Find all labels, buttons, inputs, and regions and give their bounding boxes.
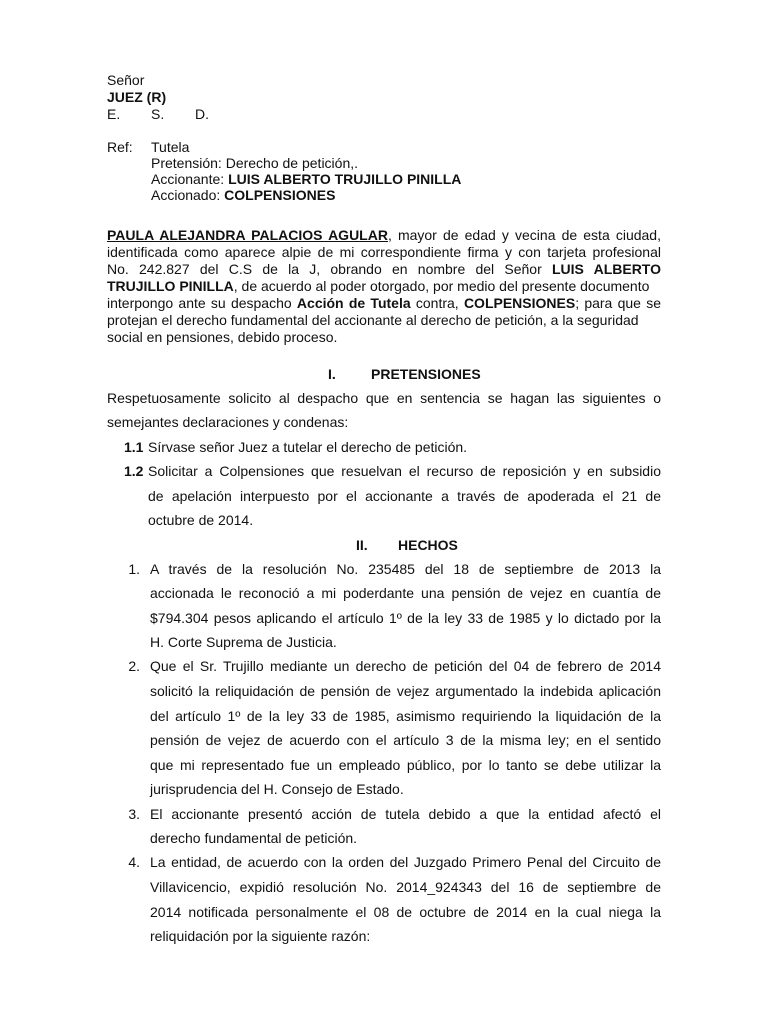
esd-e: E.	[107, 106, 121, 122]
hecho-line: A través de la resolución No. 235485 del 18 de septiembre de 2013 la	[150, 561, 661, 577]
hecho-line: solicitó la reliquidación de pensión de vejez argumentado la indebida aplicación	[150, 683, 661, 699]
pretension-number: 1.2	[124, 463, 144, 479]
hecho-line: que mi representado fue un empleado público, por lo tanto se debe utilizar la	[150, 757, 661, 773]
hecho-line: accionada le reconoció a mi poderdante una pensión de vejez en cuantía de	[150, 585, 661, 601]
section-1-title: PRETENSIONES	[371, 366, 481, 382]
judge-title: JUEZ (R)	[107, 89, 167, 105]
salutation: Señor	[107, 72, 145, 88]
pretension-text: Sírvase señor Juez a tutelar el derecho de petición.	[148, 439, 468, 455]
intro-line-3: No. 242.827 del C.S de la J, obrando en nombre del Señor LUIS ALBERTO	[107, 261, 661, 277]
accionante-name: LUIS ALBERTO TRUJILLO PINILLA	[228, 171, 462, 187]
ref-pretension: Pretensión: Derecho de petición,.	[151, 155, 359, 171]
ref-type: Tutela	[151, 139, 190, 155]
accionado-label: Accionado:	[151, 187, 221, 203]
hecho-number: 1.	[128, 561, 140, 577]
hecho-number: 3.	[128, 806, 140, 822]
pretensiones-intro-2: semejantes declaraciones y condenas:	[107, 414, 349, 430]
esd-s: S.	[151, 106, 165, 122]
section-2-title: HECHOS	[398, 537, 458, 553]
accionante-label: Accionante:	[151, 171, 225, 187]
pretension-number: 1.1	[124, 439, 144, 455]
pretension-text: de apelación interpuesto por el accionante a través de apoderada el 21 de	[148, 488, 661, 504]
intro-line-5: interpongo ante su despacho Acción de Tutela contra, COLPENSIONES; para que se	[107, 295, 661, 311]
hecho-line: reliquidación por la siguiente razón:	[150, 928, 371, 944]
hecho-number: 2.	[128, 658, 140, 674]
hecho-line: La entidad, de acuerdo con la orden del Juzgado Primero Penal del Circuito de	[150, 854, 661, 870]
section-1-numeral: I.	[328, 366, 336, 382]
ref-label: Ref:	[107, 139, 133, 155]
section-2-numeral: II.	[356, 537, 368, 553]
hecho-line: Que el Sr. Trujillo mediante un derecho de petición del 04 de febrero de 2014	[150, 658, 661, 674]
hecho-line: derecho fundamental de petición.	[150, 830, 358, 846]
accionado-name: COLPENSIONES	[224, 187, 336, 203]
hecho-line: H. Corte Suprema de Justicia.	[150, 634, 337, 650]
intro-line-4: TRUJILLO PINILLA, de acuerdo al poder otorgado, por medio del presente documento	[107, 278, 650, 294]
intro-line-6: protejan el derecho fundamental del accionante al derecho de petición, a la seguridad	[107, 312, 639, 328]
intro-line-1: PAULA ALEJANDRA PALACIOS AGULAR, mayor de edad y vecina de esta ciudad,	[107, 227, 661, 243]
pretension-text: Solicitar a Colpensiones que resuelvan el recurso de reposición y en subsidio	[148, 463, 661, 479]
hecho-line: pensión de vejez de acuerdo con el artículo 3 de la misma ley; en el sentido	[150, 732, 661, 748]
intro-line-2: identificada como aparece alpie de mi correspondiente firma y con tarjeta profesional	[107, 244, 661, 260]
author-name: PAULA ALEJANDRA PALACIOS AGULAR	[107, 227, 388, 243]
ref-accionado	[151, 187, 335, 204]
esd-d: D.	[195, 106, 209, 122]
hecho-number: 4.	[128, 854, 140, 870]
hecho-line: El accionante presentó acción de tutela debido a que la entidad afectó el	[150, 806, 661, 822]
hecho-line: 2014 notificada personalmente el 08 de octubre de 2014 en la cual niega la	[150, 904, 661, 920]
pretension-text: octubre de 2014.	[148, 512, 254, 528]
hecho-line: Villavicencio, expidió resolución No. 2014_924343 del 16 de septiembre de	[150, 879, 661, 895]
hecho-line: jurisprudencia del H. Consejo de Estado.	[150, 781, 404, 797]
hecho-line: $794.304 pesos aplicando el artículo 1º de la ley 33 de 1985 y lo dictado por la	[150, 610, 661, 626]
intro-line-7: social en pensiones, debido proceso.	[107, 329, 338, 345]
pretensiones-intro-1: Respetuosamente solicito al despacho que en sentencia se hagan las siguientes o	[107, 390, 661, 406]
hecho-line: del artículo 1º de la ley 33 de 1985, asimismo requiriendo la liquidación de la	[150, 708, 661, 724]
ref-accionante	[151, 171, 461, 188]
